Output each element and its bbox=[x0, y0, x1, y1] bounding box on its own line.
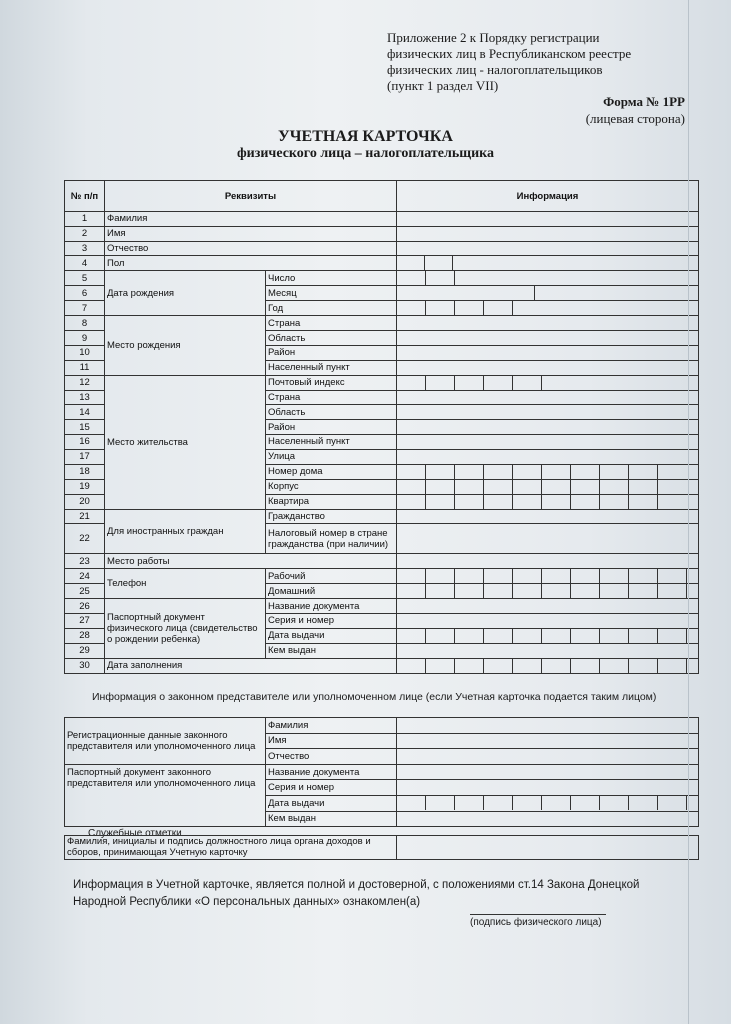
label-rep-doc-name: Название документа bbox=[266, 764, 397, 780]
signature-caption: (подпись физического лица) bbox=[470, 917, 602, 928]
label-name: Имя bbox=[105, 226, 397, 241]
service-table bbox=[64, 835, 699, 860]
label-rep-issued-by: Кем выдан bbox=[266, 811, 397, 827]
label-flat: Квартира bbox=[266, 494, 397, 509]
issued-by-field[interactable] bbox=[397, 643, 699, 658]
page-title: УЧЕТНАЯ КАРТОЧКА bbox=[278, 128, 453, 145]
label-settlement: Населенный пункт bbox=[266, 434, 397, 449]
res-region-field[interactable] bbox=[397, 405, 699, 420]
row-number: 10 bbox=[65, 345, 105, 360]
service-heading: Служебные отметки bbox=[88, 828, 182, 839]
rep-series-field[interactable] bbox=[397, 780, 699, 796]
label-region: Область bbox=[266, 405, 397, 420]
row-number: 16 bbox=[65, 434, 105, 449]
building-field[interactable] bbox=[397, 479, 699, 494]
res-district-field[interactable] bbox=[397, 420, 699, 435]
row-number: 22 bbox=[65, 524, 105, 554]
signature-line[interactable] bbox=[470, 914, 606, 915]
row-number: 23 bbox=[65, 554, 105, 569]
row-number: 25 bbox=[65, 584, 105, 599]
birth-district-field[interactable] bbox=[397, 345, 699, 360]
rep-issued-by-field[interactable] bbox=[397, 811, 699, 827]
label-district: Район bbox=[266, 420, 397, 435]
birth-country-field[interactable] bbox=[397, 316, 699, 331]
row-number: 18 bbox=[65, 464, 105, 479]
label-patronymic: Отчество bbox=[105, 241, 397, 256]
street-field[interactable] bbox=[397, 449, 699, 464]
label-rep-series: Серия и номер bbox=[266, 780, 397, 796]
label-birth-date: Дата рождения bbox=[105, 271, 266, 316]
row-number: 30 bbox=[65, 658, 105, 673]
row-number: 4 bbox=[65, 256, 105, 271]
series-field[interactable] bbox=[397, 613, 699, 628]
label-issued-by: Кем выдан bbox=[266, 643, 397, 658]
label-foreign: Для иностранных граждан bbox=[105, 509, 266, 554]
annex-line: (пункт 1 раздел VII) bbox=[387, 78, 499, 93]
row-number: 7 bbox=[65, 301, 105, 316]
label-month: Месяц bbox=[266, 286, 397, 301]
annex-line: Приложение 2 к Порядку регистрации bbox=[387, 30, 600, 45]
label-day: Число bbox=[266, 271, 397, 286]
side-label: (лицевая сторона) bbox=[585, 111, 685, 126]
label-rep-name: Имя bbox=[266, 733, 397, 749]
row-number: 19 bbox=[65, 479, 105, 494]
row-number: 13 bbox=[65, 390, 105, 405]
row-number: 12 bbox=[65, 375, 105, 390]
row-number: 26 bbox=[65, 599, 105, 614]
representative-table bbox=[64, 717, 699, 827]
row-number: 17 bbox=[65, 449, 105, 464]
label-country: Страна bbox=[266, 316, 397, 331]
doc-name-field[interactable] bbox=[397, 599, 699, 614]
row-number: 5 bbox=[65, 271, 105, 286]
label-region: Область bbox=[266, 331, 397, 346]
tax-number-field[interactable] bbox=[397, 524, 699, 554]
row-number: 29 bbox=[65, 643, 105, 658]
birth-year-field[interactable] bbox=[397, 301, 699, 316]
label-passport: Паспортный документ физического лица (свидетельство о рождении ребенка) bbox=[105, 599, 266, 658]
main-table bbox=[64, 180, 699, 674]
row-number: 9 bbox=[65, 331, 105, 346]
annex-line: физических лиц - налогоплательщиков bbox=[387, 62, 603, 77]
representative-heading: Информация о законном представителе или уполномоченном лице (если Учетная карточка подается таким лицом) bbox=[92, 691, 657, 703]
officer-field[interactable] bbox=[397, 836, 699, 860]
row-number: 15 bbox=[65, 420, 105, 435]
house-field[interactable] bbox=[397, 464, 699, 479]
label-district: Район bbox=[266, 345, 397, 360]
label-rep-reg-data: Регистрационные данные законного представителя или уполномоченного лица bbox=[65, 718, 266, 765]
birth-month-field[interactable] bbox=[397, 286, 699, 301]
rep-name-field[interactable] bbox=[397, 733, 699, 749]
label-officer: Фамилия, инициалы и подпись должностного лица органа доходов и сборов, принимающая Учетную карточку bbox=[65, 836, 397, 860]
postcode-field[interactable] bbox=[397, 375, 699, 390]
page-subtitle: физического лица – налогоплательщика bbox=[236, 146, 495, 161]
row-number: 11 bbox=[65, 360, 105, 375]
work-field[interactable] bbox=[397, 554, 699, 569]
rep-surname-field[interactable] bbox=[397, 718, 699, 734]
row-number: 14 bbox=[65, 405, 105, 420]
label-citizenship: Гражданство bbox=[266, 509, 397, 524]
row-number: 1 bbox=[65, 212, 105, 227]
rep-issue-date-field[interactable] bbox=[397, 795, 699, 811]
label-postcode: Почтовый индекс bbox=[266, 375, 397, 390]
label-sex: Пол bbox=[105, 256, 397, 271]
row-number: 8 bbox=[65, 316, 105, 331]
col-req-header: Реквизиты bbox=[105, 181, 397, 212]
label-doc-name: Название документа bbox=[266, 599, 397, 614]
birth-settlement-field[interactable] bbox=[397, 360, 699, 375]
label-residence: Место жительства bbox=[105, 375, 266, 509]
row-number: 27 bbox=[65, 613, 105, 628]
row-number: 6 bbox=[65, 286, 105, 301]
label-tax-number: Налоговый номер в стране гражданства (при наличии) bbox=[266, 524, 397, 554]
rep-patronymic-field[interactable] bbox=[397, 749, 699, 765]
label-issue-date: Дата выдачи bbox=[266, 628, 397, 643]
label-house: Номер дома bbox=[266, 464, 397, 479]
birth-day-field[interactable] bbox=[397, 271, 699, 286]
col-num-header: № п/п bbox=[65, 181, 105, 212]
res-country-field[interactable] bbox=[397, 390, 699, 405]
label-building: Корпус bbox=[266, 479, 397, 494]
work-phone-field[interactable] bbox=[397, 569, 699, 584]
form-number: Форма № 1РР bbox=[603, 94, 685, 109]
label-street: Улица bbox=[266, 449, 397, 464]
label-rep-issue-date: Дата выдачи bbox=[266, 795, 397, 811]
citizenship-field[interactable] bbox=[397, 509, 699, 524]
label-rep-passport: Паспортный документ законного представителя или уполномоченного лица bbox=[65, 764, 266, 826]
flat-field[interactable] bbox=[397, 494, 699, 509]
label-rep-patronymic: Отчество bbox=[266, 749, 397, 765]
row-number: 21 bbox=[65, 509, 105, 524]
res-settlement-field[interactable] bbox=[397, 434, 699, 449]
sex-field[interactable] bbox=[397, 256, 699, 271]
label-settlement: Населенный пункт bbox=[266, 360, 397, 375]
rep-doc-name-field[interactable] bbox=[397, 764, 699, 780]
label-phone: Телефон bbox=[105, 569, 266, 599]
label-home-phone: Домашний bbox=[266, 584, 397, 599]
patronymic-field[interactable] bbox=[397, 241, 699, 256]
birth-region-field[interactable] bbox=[397, 331, 699, 346]
row-number: 20 bbox=[65, 494, 105, 509]
name-field[interactable] bbox=[397, 226, 699, 241]
label-work: Место работы bbox=[105, 554, 397, 569]
issue-date-field[interactable] bbox=[397, 628, 699, 643]
label-series: Серия и номер bbox=[266, 613, 397, 628]
home-phone-field[interactable] bbox=[397, 584, 699, 599]
fill-date-field[interactable] bbox=[397, 658, 699, 673]
label-birth-place: Место рождения bbox=[105, 316, 266, 375]
surname-field[interactable] bbox=[397, 212, 699, 227]
row-number: 24 bbox=[65, 569, 105, 584]
label-rep-surname: Фамилия bbox=[266, 718, 397, 734]
row-number: 28 bbox=[65, 628, 105, 643]
annex-note bbox=[387, 30, 631, 94]
label-work-phone: Рабочий bbox=[266, 569, 397, 584]
label-surname: Фамилия bbox=[105, 212, 397, 227]
consent-text: Информация в Учетной карточке, является полной и достоверной, с положениями ст.14 Закона Донецкой Народной Республики «О персональных данных» ознакомлен(а) bbox=[73, 879, 640, 908]
label-fill-date: Дата заполнения bbox=[105, 658, 397, 673]
row-number: 3 bbox=[65, 241, 105, 256]
col-info-header: Информация bbox=[397, 181, 699, 212]
annex-line: физических лиц в Республиканском реестре bbox=[387, 46, 632, 61]
label-country: Страна bbox=[266, 390, 397, 405]
label-year: Год bbox=[266, 301, 397, 316]
row-number: 2 bbox=[65, 226, 105, 241]
